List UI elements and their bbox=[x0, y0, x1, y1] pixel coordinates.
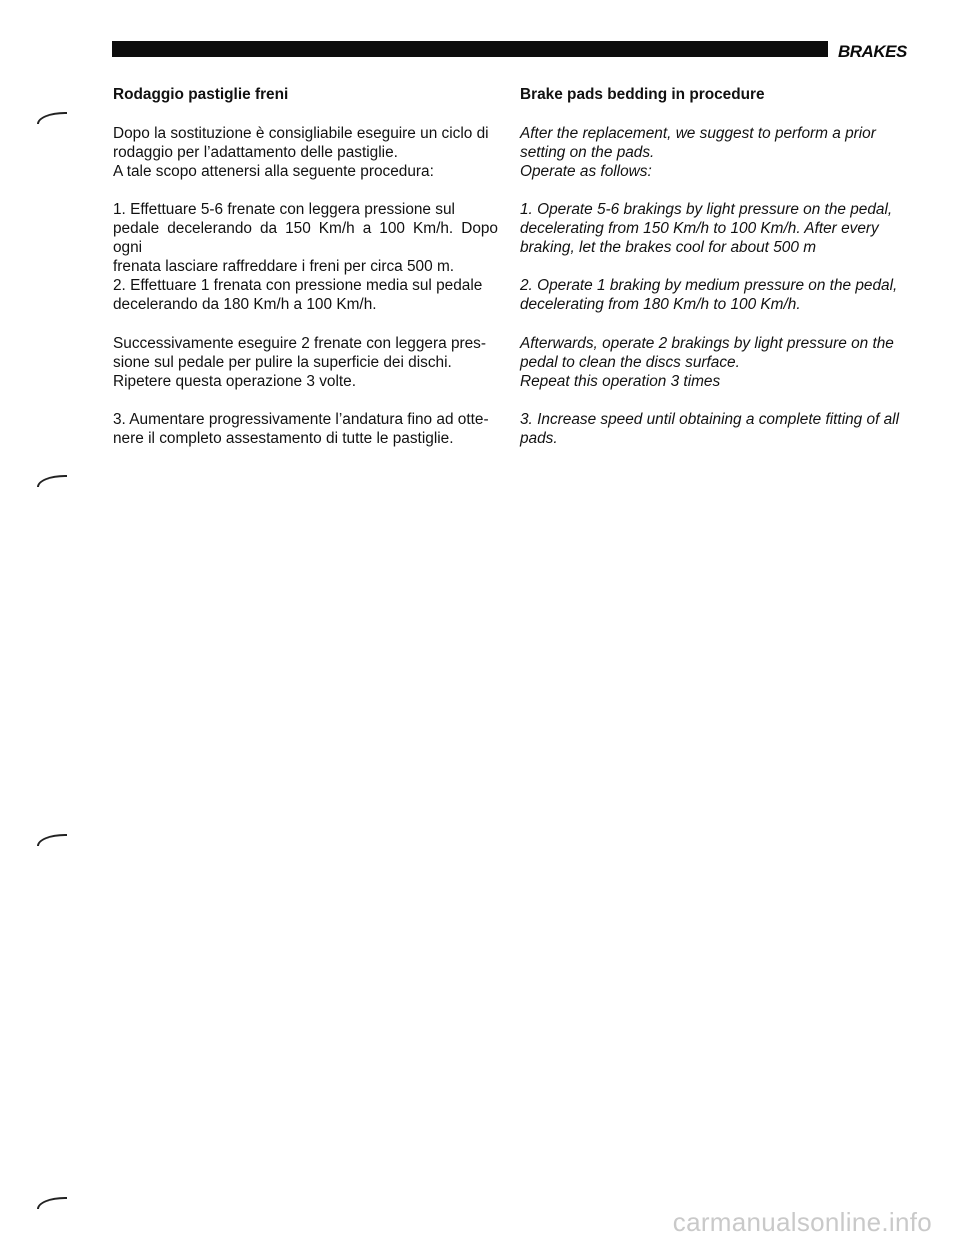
italian-step-1-line: 1. Effettuare 5-6 frenate con leggera pressione sul bbox=[113, 201, 455, 218]
binder-hole-mark bbox=[37, 112, 67, 124]
english-intro bbox=[520, 124, 905, 181]
english-step-1-line: decelerating from 150 Km/h to 100 Km/h. After every bbox=[520, 220, 879, 237]
english-step-1 bbox=[520, 200, 905, 257]
italian-step-3-line: 3. Aumentare progressivamente l’andatura fino ad otte- bbox=[113, 411, 489, 428]
italian-step-1 bbox=[113, 200, 498, 276]
english-afterwards bbox=[520, 334, 905, 391]
english-afterwards-line: Repeat this operation 3 times bbox=[520, 373, 721, 390]
italian-afterwards-line: Successivamente eseguire 2 frenate con leggera pres- bbox=[113, 335, 487, 352]
binder-hole-mark bbox=[37, 834, 67, 846]
english-step-2-line: decelerating from 180 Km/h to 100 Km/h. bbox=[520, 296, 801, 313]
italian-intro bbox=[113, 124, 498, 181]
english-step-1-line: 1. Operate 5-6 brakings by light pressure on the pedal, bbox=[520, 201, 893, 218]
english-afterwards-line: pedal to clean the discs surface. bbox=[520, 354, 740, 371]
english-step-1-line: braking, let the brakes cool for about 500 m bbox=[520, 239, 817, 256]
english-afterwards-line: Afterwards, operate 2 brakings by light pressure on the bbox=[520, 335, 894, 352]
english-step-2 bbox=[520, 276, 905, 314]
watermark: carmanualsonline.info bbox=[672, 1207, 932, 1237]
english-step-3 bbox=[520, 410, 905, 448]
english-intro-line: After the replacement, we suggest to perform a prior bbox=[520, 125, 876, 142]
italian-step-1-line: pedale decelerando da 150 Km/h a 100 Km/h. Dopo ogni bbox=[113, 220, 498, 256]
italian-step-2-line: decelerando da 180 Km/h a 100 Km/h. bbox=[113, 296, 377, 313]
italian-afterwards-line: Ripetere questa operazione 3 volte. bbox=[113, 373, 356, 390]
italian-step-3-line: nere il completo assestamento di tutte le pastiglie. bbox=[113, 430, 454, 447]
italian-title: Rodaggio pastiglie freni bbox=[113, 86, 289, 103]
italian-step-2-line: 2. Effettuare 1 frenata con pressione media sul pedale bbox=[113, 277, 483, 294]
italian-afterwards bbox=[113, 334, 498, 391]
english-step-2-line: 2. Operate 1 braking by medium pressure on the pedal, bbox=[520, 277, 898, 294]
header-bar bbox=[112, 41, 828, 57]
english-intro-line: setting on the pads. bbox=[520, 144, 655, 161]
italian-intro-line: A tale scopo attenersi alla seguente procedura: bbox=[113, 163, 434, 180]
english-step-3-line: 3. Increase speed until obtaining a complete fitting of all bbox=[520, 411, 900, 428]
italian-intro-line: Dopo la sostituzione è consigliabile eseguire un ciclo di bbox=[113, 125, 489, 142]
binder-hole-mark bbox=[37, 1197, 67, 1209]
italian-intro-line: rodaggio per l’adattamento delle pastiglie. bbox=[113, 144, 398, 161]
italian-step-3 bbox=[113, 410, 498, 448]
italian-step-2 bbox=[113, 276, 498, 314]
english-title: Brake pads bedding in procedure bbox=[520, 86, 765, 103]
english-intro-line: Operate as follows: bbox=[520, 163, 652, 180]
english-step-3-line: pads. bbox=[520, 430, 558, 447]
section-label: BRAKES bbox=[838, 42, 907, 61]
binder-hole-mark bbox=[37, 475, 67, 487]
italian-afterwards-line: sione sul pedale per pulire la superficie dei dischi. bbox=[113, 354, 452, 371]
italian-step-1-line: frenata lasciare raffreddare i freni per circa 500 m. bbox=[113, 258, 455, 275]
